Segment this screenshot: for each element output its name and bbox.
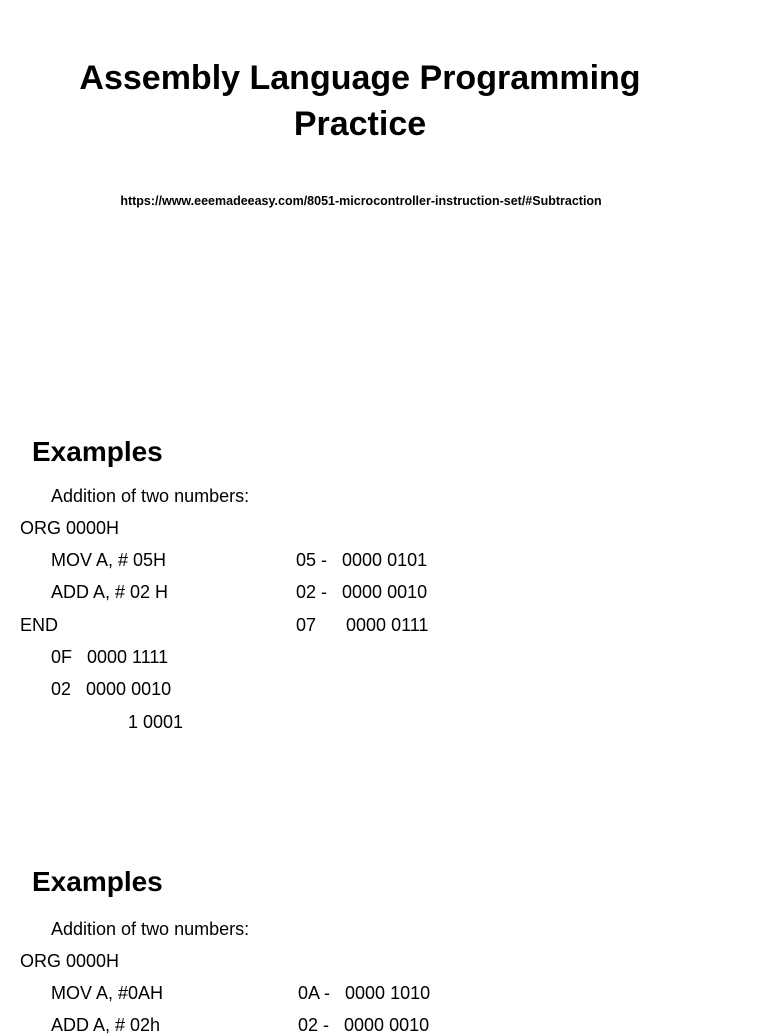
title-slide — [0, 0, 768, 410]
code-line-add: ADD A, # 02 H — [51, 582, 169, 602]
slide-heading: Examples — [32, 436, 163, 467]
binary-note-1: 0A - 0000 1010 — [298, 983, 431, 1003]
title-line-2: Practice — [293, 105, 427, 143]
page-title — [0, 55, 720, 147]
title-line-1: Assembly Language Programming — [79, 59, 641, 97]
reference-link[interactable]: https://www.eeemadeeasy.com/8051-microcontroller-instruction-set/#Subtraction — [120, 194, 602, 208]
example-slide-1 — [0, 410, 768, 840]
code-line-mov: MOV A, # 05H — [51, 550, 167, 570]
calc-line-1: 0F 0000 1111 — [51, 647, 169, 667]
binary-note-3: 07 0000 0111 — [296, 615, 429, 635]
slide-subtitle: Addition of two numbers: — [51, 486, 250, 506]
code-line-org: ORG 0000H — [20, 518, 120, 538]
slide-heading: Examples — [32, 866, 163, 897]
slide-subtitle: Addition of two numbers: — [51, 919, 250, 939]
example-slide-2 — [0, 840, 768, 1035]
code-line-add: ADD A, # 02h — [51, 1015, 161, 1035]
code-line-org: ORG 0000H — [20, 951, 120, 971]
binary-note-2: 02 - 0000 0010 — [296, 582, 428, 602]
binary-note-1: 05 - 0000 0101 — [296, 550, 428, 570]
calc-line-3: 1 0001 — [128, 712, 184, 732]
calc-line-2: 02 0000 0010 — [51, 679, 172, 699]
code-line-end: END — [20, 615, 59, 635]
code-line-mov: MOV A, #0AH — [51, 983, 164, 1003]
binary-note-2: 02 - 0000 0010 — [298, 1015, 430, 1035]
